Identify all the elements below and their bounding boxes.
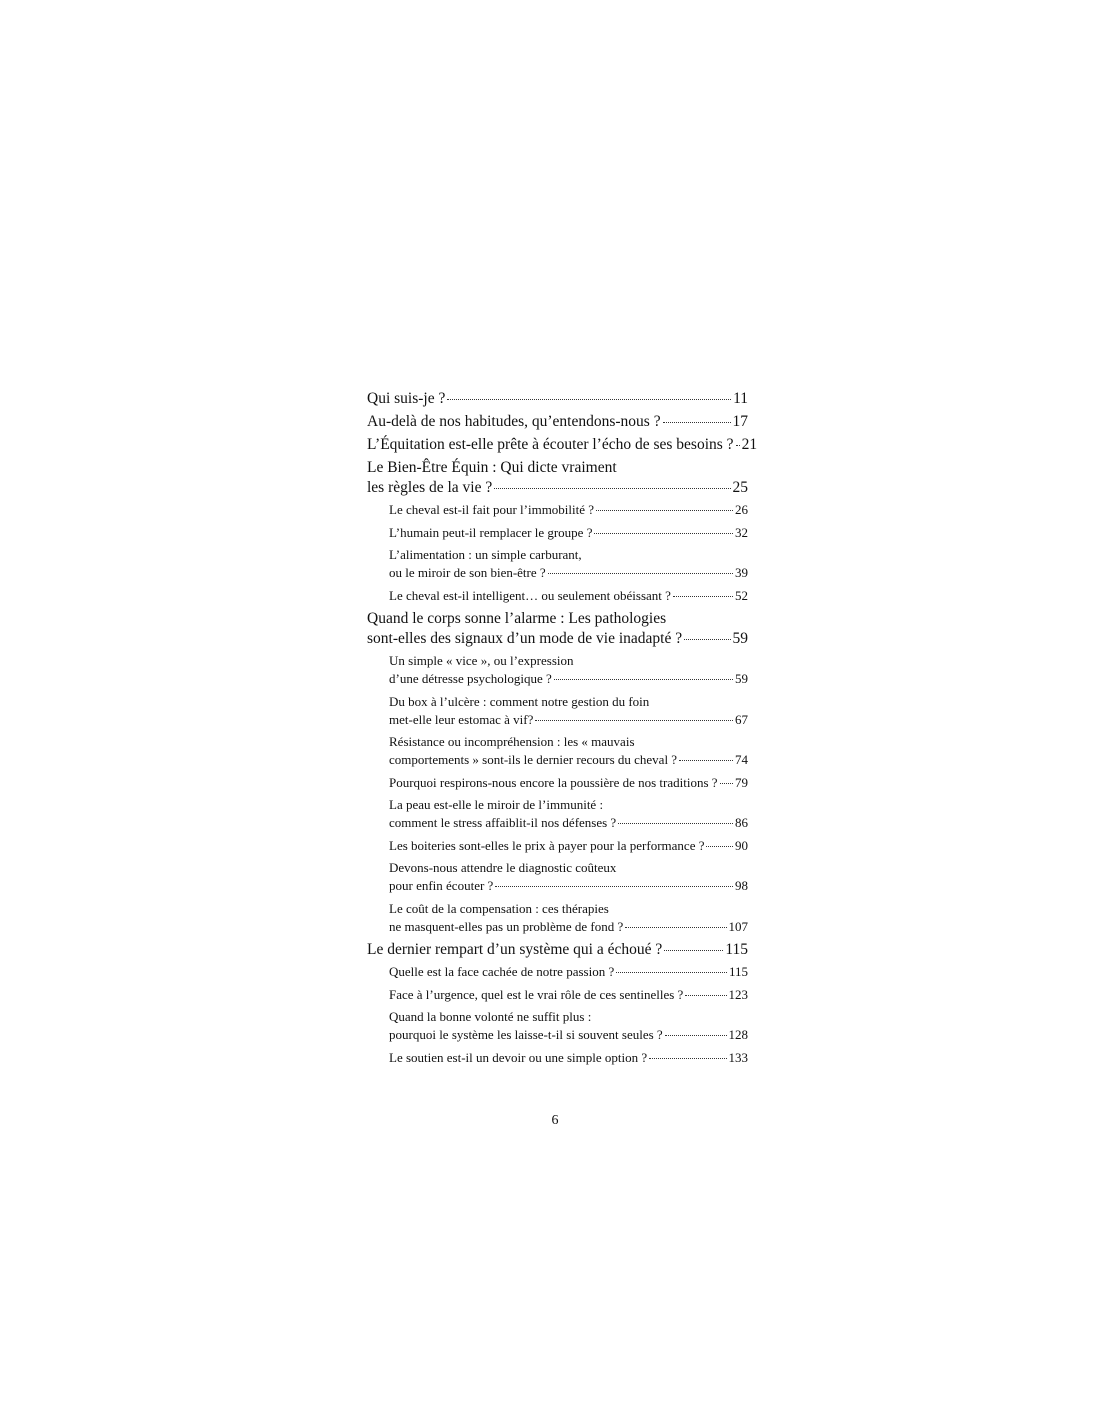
toc-page-number: 128 [728, 1027, 748, 1042]
toc-section [389, 1008, 748, 1044]
toc-entry-title-line: L’Équitation est-elle prête à écouter l’écho de ses besoins ? [367, 436, 734, 453]
toc-page-number: 25 [732, 479, 748, 496]
toc-entry-title-line: Un simple « vice », ou l’expression [389, 653, 574, 668]
toc-section [389, 837, 748, 855]
toc-entry-title-line: met-elle leur estomac à vif? [389, 711, 534, 727]
toc-entry-row [389, 564, 748, 582]
toc-entry-row [389, 774, 748, 792]
toc-section [389, 900, 748, 936]
toc-section [389, 693, 748, 729]
dot-leader [618, 823, 733, 824]
dot-leader [625, 927, 726, 928]
toc-entry-title-line: Quand le corps sonne l’alarme : Les pathologies [367, 610, 667, 627]
toc-chapter [367, 458, 748, 498]
toc-entry-title-line: Quelle est la face cachée de notre passion ? [389, 964, 615, 979]
dot-leader [736, 445, 740, 446]
toc-entry-title-line: Au-delà de nos habitudes, qu’entendons-nous ? [367, 413, 661, 430]
toc-entry-row [389, 711, 748, 729]
toc-entry-row [389, 587, 748, 605]
toc-page-number: 74 [735, 752, 748, 767]
toc-entry-row [389, 670, 748, 688]
toc-section [389, 733, 748, 769]
dot-leader [594, 533, 733, 534]
toc-entry-row [367, 940, 748, 960]
dot-leader [684, 639, 730, 640]
toc-entry-title-line: Le Bien-Être Équin : Qui dicte vraiment [367, 459, 617, 476]
toc-section [389, 774, 748, 792]
toc-entry-title-line: Les boiteries sont-elles le prix à payer pour la performance ? [389, 837, 705, 853]
dot-leader [495, 886, 733, 887]
toc-page-number: 123 [728, 986, 748, 1002]
dot-leader [447, 399, 731, 400]
toc-entry-title-line: comment le stress affaiblit-il nos défenses ? [389, 815, 617, 830]
toc-page-number: 32 [735, 524, 748, 540]
toc-entry-title-line: pourquoi le système les laisse-t-il si souvent seules ? [389, 1027, 663, 1042]
dot-leader [596, 510, 733, 511]
toc-page-number: 17 [732, 413, 748, 430]
toc-page-number: 52 [735, 587, 748, 603]
toc-entry-title-line: Pourquoi respirons-nous encore la poussière de nos traditions ? [389, 774, 718, 790]
toc-entry-title-line: les règles de la vie ? [367, 479, 493, 496]
toc-page-number: 79 [735, 774, 748, 790]
toc-entry-title-line: Du box à l’ulcère : comment notre gestion du foin [389, 693, 650, 709]
toc-section [389, 546, 748, 582]
toc-page-number: 115 [728, 964, 748, 979]
toc-entry-title-line: Le soutien est-il un devoir ou une simple option ? [389, 1049, 648, 1065]
toc-section [389, 524, 748, 542]
dot-leader [706, 846, 733, 847]
toc-page-number: 107 [728, 918, 748, 934]
toc-entry-title-line: Le coût de la compensation : ces thérapies [389, 900, 609, 916]
toc-chapter [367, 389, 748, 409]
toc-entry-row [389, 963, 748, 981]
toc-section [389, 796, 748, 832]
toc-entry-title-line: d’une détresse psychologique ? [389, 671, 552, 686]
dot-leader [548, 573, 733, 574]
dot-leader [494, 488, 730, 489]
toc-page-number: 26 [735, 502, 748, 517]
toc-entry-title-line: Devons-nous attendre le diagnostic coûteux [389, 860, 617, 875]
toc-entry-title-line: La peau est-elle le miroir de l’immunité : [389, 797, 604, 812]
dot-leader [616, 972, 727, 973]
dot-leader [649, 1058, 726, 1059]
toc-section [389, 963, 748, 981]
toc-entry-title-line: L’humain peut-il remplacer le groupe ? [389, 524, 593, 540]
toc-entry-title-line: pour enfin écouter ? [389, 878, 494, 893]
toc-chapter [367, 435, 758, 455]
dot-leader [664, 950, 723, 951]
toc-entry-row [389, 524, 748, 542]
toc-entry-title-line: L’alimentation : un simple carburant, [389, 547, 582, 562]
page-number: 6 [551, 1113, 559, 1128]
dot-leader [554, 679, 733, 680]
dot-leader [673, 596, 733, 597]
toc-page-number: 21 [741, 436, 758, 453]
toc-entry-row [367, 389, 748, 409]
toc-section [389, 986, 748, 1004]
toc-entry-title-line: comportements » sont-ils le dernier recours du cheval ? [389, 752, 678, 767]
toc-entry-title-line: Résistance ou incompréhension : les « mauvais [389, 734, 635, 749]
dot-leader [535, 720, 733, 721]
toc-chapter [367, 940, 748, 960]
dot-leader [720, 783, 733, 784]
toc-page-number: 115 [725, 941, 748, 958]
toc-page-number: 90 [735, 837, 748, 853]
toc-page-number: 67 [735, 711, 748, 727]
toc-section [389, 652, 748, 688]
dot-leader [685, 995, 726, 996]
toc-entry-row [389, 814, 748, 832]
toc-entry-row [367, 629, 748, 649]
toc-entry-row [367, 412, 748, 432]
toc-entry-title-line: Quand la bonne volonté ne suffit plus : [389, 1009, 592, 1024]
toc-entry-title-line: ne masquent-elles pas un problème de fond ? [389, 918, 624, 934]
toc-entry-row [389, 751, 748, 769]
toc-entry-title-line: Face à l’urgence, quel est le vrai rôle de ces sentinelles ? [389, 986, 684, 1002]
table-of-contents [367, 389, 758, 1071]
toc-entry-row [389, 1049, 748, 1067]
toc-entry-row [389, 877, 748, 895]
toc-chapter [367, 412, 748, 432]
toc-section [389, 859, 748, 895]
toc-entry-row [367, 435, 758, 455]
toc-entry-row [389, 986, 748, 1004]
toc-entry-row [389, 501, 748, 519]
toc-page-number: 98 [735, 878, 748, 893]
toc-section [389, 587, 748, 605]
toc-page-number: 59 [732, 630, 748, 647]
dot-leader [679, 760, 733, 761]
toc-page-number: 39 [735, 565, 748, 580]
dot-leader [665, 1035, 727, 1036]
toc-entry-row [367, 478, 748, 498]
toc-entry-title-line: Le dernier rempart d’un système qui a échoué ? [367, 941, 663, 958]
toc-entry-title-line: Le cheval est-il fait pour l’immobilité ? [389, 502, 595, 517]
toc-page-number: 86 [735, 815, 748, 830]
toc-page-number: 59 [735, 671, 748, 686]
toc-section [389, 1049, 748, 1067]
toc-entry-row [389, 837, 748, 855]
toc-chapter [367, 609, 748, 649]
toc-entry-row [389, 1026, 748, 1044]
toc-entry-title-line: ou le miroir de son bien-être ? [389, 565, 546, 580]
toc-page-number: 133 [728, 1049, 748, 1065]
toc-entry-title-line: Le cheval est-il intelligent… ou seulement obéissant ? [389, 587, 671, 603]
toc-entry-title-line: sont-elles des signaux d’un mode de vie inadapté ? [367, 630, 683, 647]
dot-leader [663, 422, 731, 423]
toc-section [389, 501, 748, 519]
toc-entry-title-line: Qui suis-je ? [367, 390, 446, 407]
toc-page-number: 11 [733, 390, 748, 407]
toc-entry-row [389, 918, 748, 936]
